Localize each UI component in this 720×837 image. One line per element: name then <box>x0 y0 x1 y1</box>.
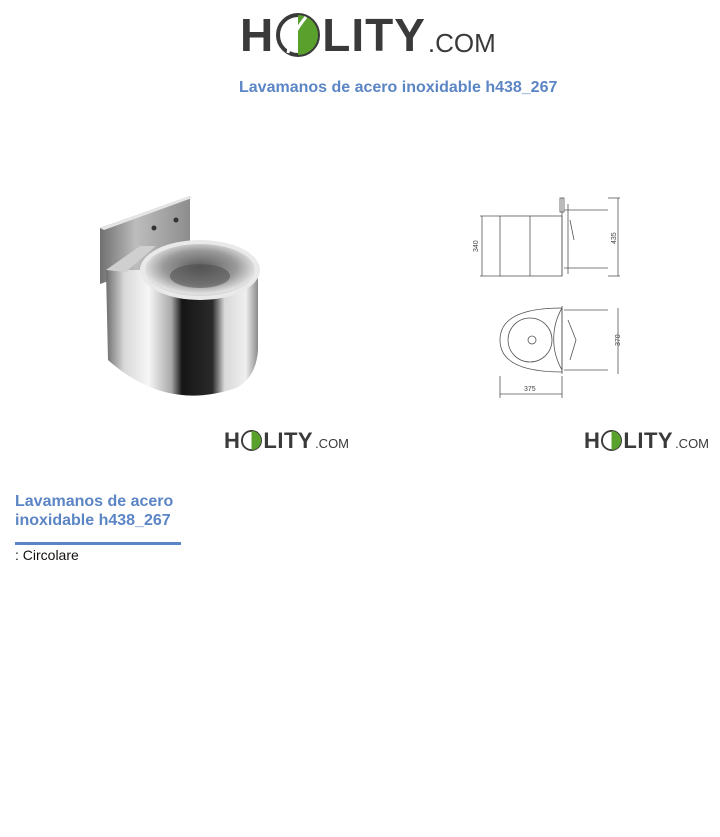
holity-logo-small <box>584 430 709 452</box>
dim-height-left: 340 <box>473 240 480 252</box>
logo-globe-icon <box>276 13 320 57</box>
logo-domain: .COM <box>427 28 496 58</box>
product-attribute: : Circolare <box>15 547 79 563</box>
logo-letter-h: H <box>240 9 275 61</box>
logo-letters-lity: LITY <box>263 428 314 453</box>
logo-domain: .COM <box>315 436 350 451</box>
product-title: Lavamanos de acero inoxidable h438_267 <box>15 493 174 529</box>
logo-letter-h: H <box>224 428 241 453</box>
page-title: Lavamanos de acero inoxidable h438_267 <box>239 79 558 96</box>
holity-logo-small <box>224 430 349 452</box>
dim-depth: 370 <box>615 334 622 346</box>
product-photo <box>96 190 264 402</box>
logo-letter-h: H <box>584 428 601 453</box>
technical-drawing <box>472 190 628 404</box>
logo-letters-lity: LITY <box>623 428 674 453</box>
dim-width: 375 <box>524 386 536 393</box>
logo-domain: .COM <box>675 436 710 451</box>
title-divider <box>15 542 181 545</box>
logo-globe-icon <box>601 430 622 451</box>
holity-logo[interactable] <box>240 9 496 61</box>
dim-height-right: 435 <box>611 232 618 244</box>
logo-globe-icon <box>241 430 262 451</box>
logo-letters-lity: LITY <box>322 9 426 61</box>
